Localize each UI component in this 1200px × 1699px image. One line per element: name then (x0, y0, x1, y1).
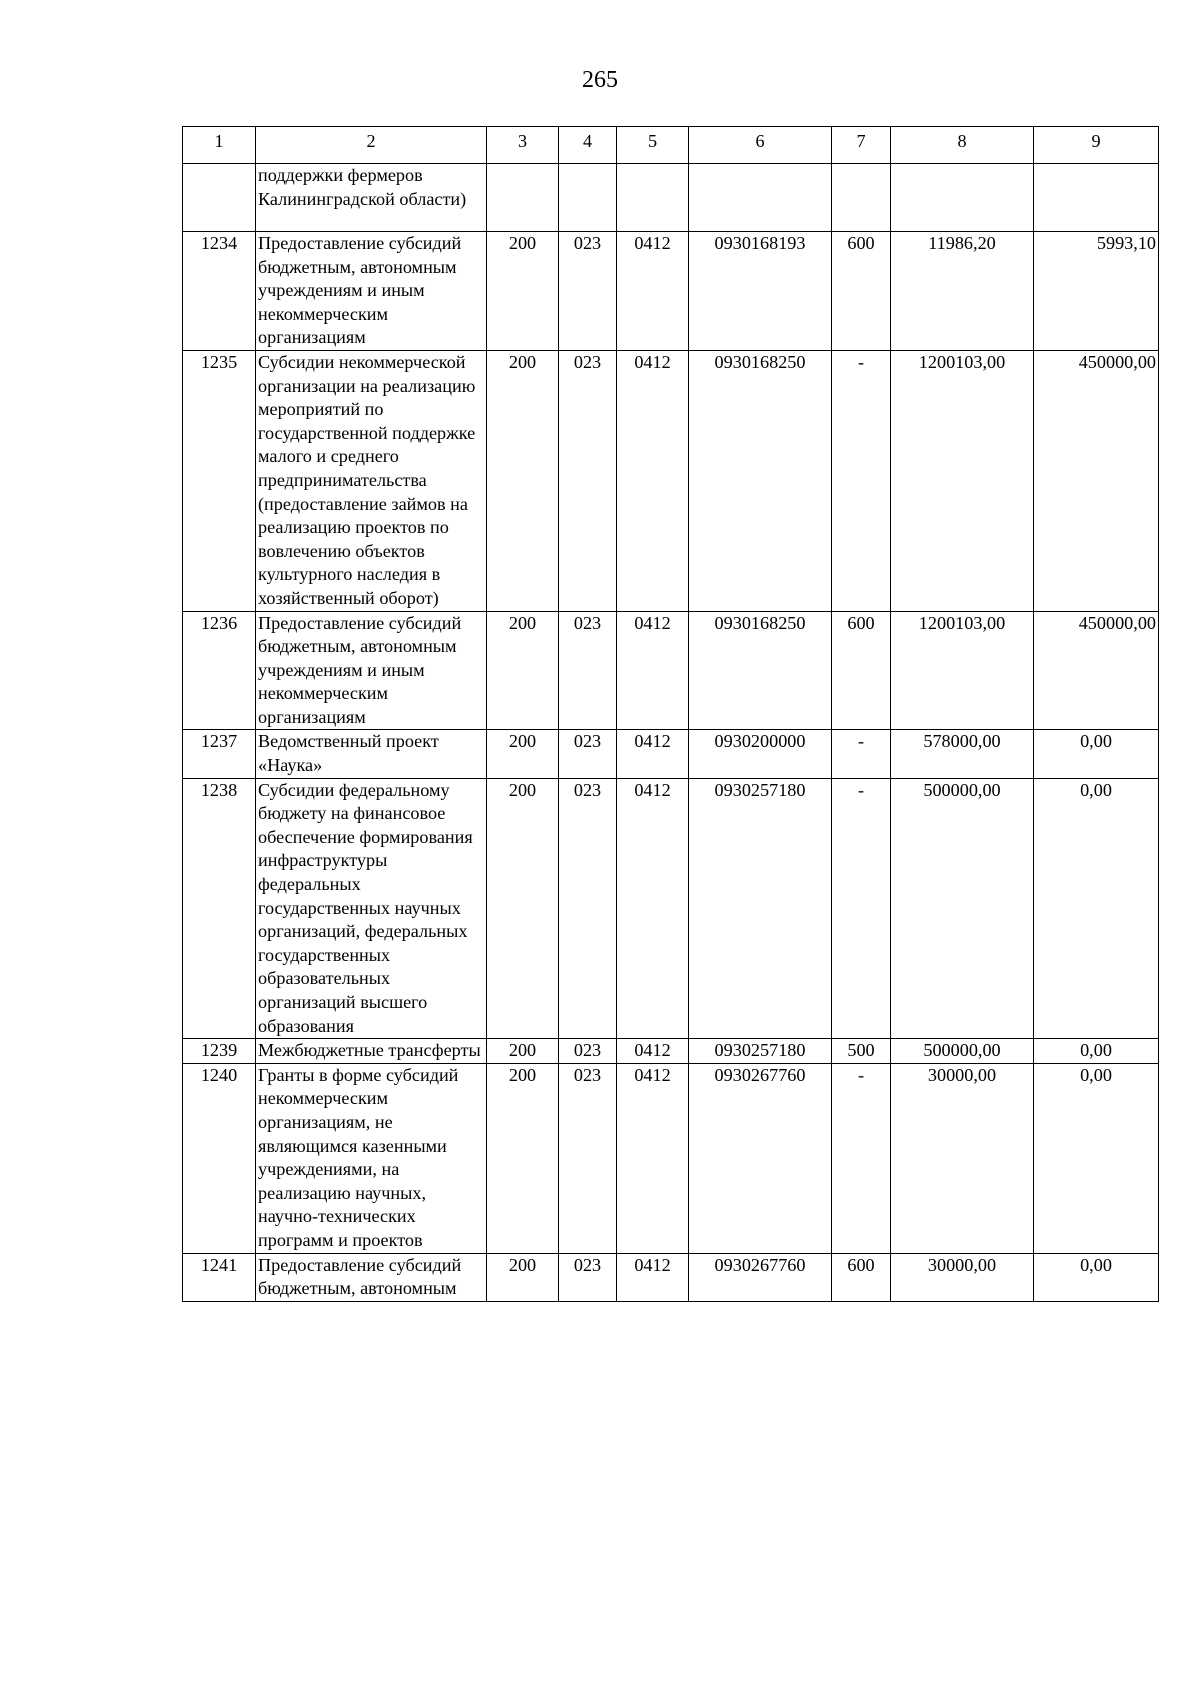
cell-col9: 0,00 (1034, 778, 1159, 1039)
cell-col5 (617, 164, 689, 232)
cell-col7: - (832, 778, 891, 1039)
row-number: 1241 (183, 1253, 256, 1301)
cell-col7: - (832, 730, 891, 778)
row-number: 1234 (183, 232, 256, 351)
row-name: поддержки фермеров Калининградской области) (256, 164, 487, 232)
row-name: Субсидии федеральному бюджету на финансовое обеспечение формирования инфраструктуры федеральных государственных научных организаций, федеральных государственных образовательных организаций высшего образования (256, 778, 487, 1039)
cell-col3: 200 (487, 350, 559, 611)
row-name: Предоставление субсидий бюджетным, автономным учреждениям и иным некоммерческим организациям (256, 232, 487, 351)
cell-col6: 0930168193 (689, 232, 832, 351)
cell-col8: 1200103,00 (891, 611, 1034, 730)
cell-col8: 500000,00 (891, 778, 1034, 1039)
cell-col6 (689, 164, 832, 232)
cell-col3: 200 (487, 611, 559, 730)
cell-col5: 0412 (617, 730, 689, 778)
table-row (183, 1253, 1159, 1301)
cell-col4: 023 (559, 1063, 617, 1253)
cell-col3: 200 (487, 1039, 559, 1064)
cell-col9: 0,00 (1034, 1253, 1159, 1301)
row-name: Субсидии некоммерческой организации на реализацию мероприятий по государственной поддержке малого и среднего предпринимательства (предоставление займов на реализацию проектов по вовлечению объектов культурного наследия в хозяйственный оборот) (256, 350, 487, 611)
cell-col5: 0412 (617, 1039, 689, 1064)
budget-table (182, 126, 1159, 1302)
table-row (183, 778, 1159, 1039)
cell-col9: 450000,00 (1034, 350, 1159, 611)
table-row (183, 1039, 1159, 1064)
cell-col3 (487, 164, 559, 232)
column-header: 4 (559, 127, 617, 164)
cell-col3: 200 (487, 1063, 559, 1253)
cell-col5: 0412 (617, 611, 689, 730)
table-row (183, 730, 1159, 778)
cell-col7: - (832, 1063, 891, 1253)
table-row (183, 232, 1159, 351)
cell-col5: 0412 (617, 232, 689, 351)
cell-col8: 500000,00 (891, 1039, 1034, 1064)
cell-col4: 023 (559, 778, 617, 1039)
row-number (183, 164, 256, 232)
cell-col7: 500 (832, 1039, 891, 1064)
cell-col3: 200 (487, 232, 559, 351)
table-row (183, 164, 1159, 232)
column-header: 8 (891, 127, 1034, 164)
row-number: 1236 (183, 611, 256, 730)
cell-col8: 30000,00 (891, 1253, 1034, 1301)
cell-col7: 600 (832, 1253, 891, 1301)
column-header: 2 (256, 127, 487, 164)
column-header: 3 (487, 127, 559, 164)
column-header: 9 (1034, 127, 1159, 164)
cell-col5: 0412 (617, 1253, 689, 1301)
cell-col6: 0930168250 (689, 611, 832, 730)
row-number: 1238 (183, 778, 256, 1039)
cell-col6: 0930257180 (689, 778, 832, 1039)
cell-col7: 600 (832, 611, 891, 730)
table-row (183, 611, 1159, 730)
cell-col4: 023 (559, 611, 617, 730)
cell-col9: 0,00 (1034, 1039, 1159, 1064)
cell-col9: 450000,00 (1034, 611, 1159, 730)
column-header: 7 (832, 127, 891, 164)
cell-col8: 578000,00 (891, 730, 1034, 778)
cell-col6: 0930200000 (689, 730, 832, 778)
cell-col7: 600 (832, 232, 891, 351)
cell-col6: 0930267760 (689, 1063, 832, 1253)
cell-col3: 200 (487, 1253, 559, 1301)
cell-col6: 0930168250 (689, 350, 832, 611)
cell-col9: 5993,10 (1034, 232, 1159, 351)
cell-col8: 1200103,00 (891, 350, 1034, 611)
row-number: 1235 (183, 350, 256, 611)
cell-col4: 023 (559, 1253, 617, 1301)
table-row (183, 350, 1159, 611)
row-number: 1240 (183, 1063, 256, 1253)
cell-col6: 0930257180 (689, 1039, 832, 1064)
header-row (183, 127, 1159, 164)
cell-col9 (1034, 164, 1159, 232)
cell-col4: 023 (559, 1039, 617, 1064)
cell-col4: 023 (559, 730, 617, 778)
row-name: Гранты в форме субсидий некоммерческим организациям, не являющимся казенными учреждениями, на реализацию научных, научно-технических программ и проектов (256, 1063, 487, 1253)
cell-col7: - (832, 350, 891, 611)
cell-col4 (559, 164, 617, 232)
cell-col3: 200 (487, 730, 559, 778)
column-header: 1 (183, 127, 256, 164)
row-name: Предоставление субсидий бюджетным, автономным (256, 1253, 487, 1301)
cell-col5: 0412 (617, 350, 689, 611)
row-name: Предоставление субсидий бюджетным, автономным учреждениям и иным некоммерческим организациям (256, 611, 487, 730)
cell-col3: 200 (487, 778, 559, 1039)
cell-col4: 023 (559, 232, 617, 351)
row-name: Межбюджетные трансферты (256, 1039, 487, 1064)
cell-col8: 11986,20 (891, 232, 1034, 351)
column-header: 5 (617, 127, 689, 164)
cell-col9: 0,00 (1034, 1063, 1159, 1253)
cell-col9: 0,00 (1034, 730, 1159, 778)
cell-col7 (832, 164, 891, 232)
cell-col6: 0930267760 (689, 1253, 832, 1301)
cell-col4: 023 (559, 350, 617, 611)
row-name: Ведомственный проект «Наука» (256, 730, 487, 778)
cell-col8: 30000,00 (891, 1063, 1034, 1253)
row-number: 1239 (183, 1039, 256, 1064)
cell-col8 (891, 164, 1034, 232)
cell-col5: 0412 (617, 778, 689, 1039)
table-row (183, 1063, 1159, 1253)
page-number: 265 (582, 67, 618, 93)
cell-col5: 0412 (617, 1063, 689, 1253)
row-number: 1237 (183, 730, 256, 778)
column-header: 6 (689, 127, 832, 164)
